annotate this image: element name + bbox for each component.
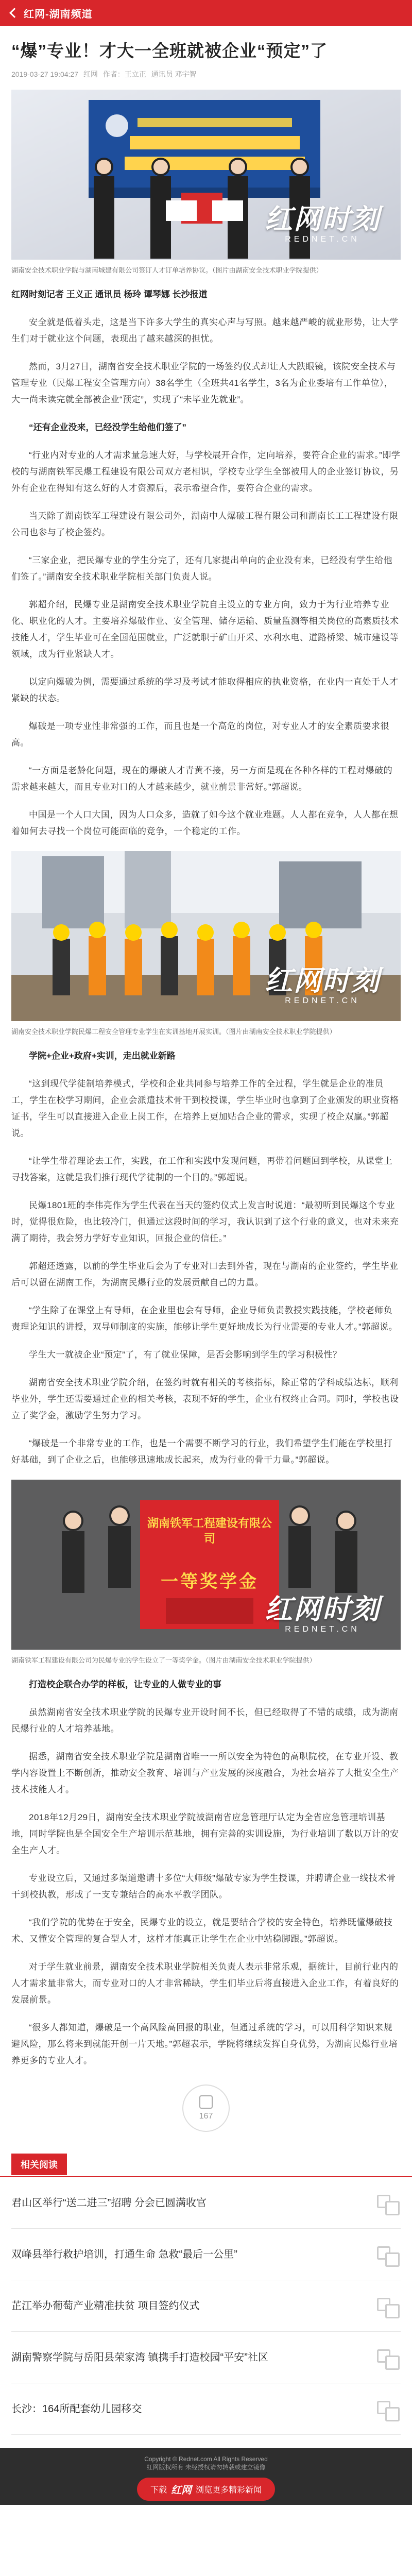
paragraph: 民爆1801班的李伟亮作为学生代表在当天的签约仪式上发言时说道：“最初听到民爆这个专业时，觉得很危险，也比较冷门，但通过这段时间的学习，我认识到了这个行业的意义，也对未来充满了期待，我会努力学好专业知识，回报企业的信任。” [11, 1200, 399, 1243]
related-item-title[interactable]: 双峰县举行救护培训，打通生命 急救“最后一公里” [11, 2248, 237, 2260]
top-bar [0, 0, 412, 26]
watermark-brand: 红网时刻 [265, 204, 380, 235]
paragraph: 中国是一个人口大国，因为人口众多，造就了如今这个就业难题。人人都在竞争，人人都在想着如何去寻找一个岗位可能面临的竞争，一个稳定的工作。 [11, 810, 399, 836]
photo-caption: 湖南安全技术职业学院民爆工程安全管理专业学生在实训基地开展实训。（图片由湖南安全技术职业学院提供） [11, 1028, 336, 1036]
related-list [0, 2177, 412, 2435]
paragraph: 安全就是低着头走，这是当下许多大学生的真实心声与写照。越来越严峻的就业形势，让大学生们对于就业这个问题，表现出了越来越深的担忧。 [11, 317, 399, 344]
watermark-domain: REDNET.CN [285, 996, 360, 1005]
related-header [0, 2153, 412, 2177]
paragraph: “很多人都知道，爆破是一个高风险高回报的职业，但通过系统的学习，可以用科学知识来规避风险，那么将来到就能开创一片天地。”郭超表示，学院将继续发挥自身优势，为湖南民爆行业培养更多的专业人才。 [11, 2023, 398, 2065]
list-item[interactable] [11, 2383, 401, 2435]
watermark-brand: 红网时刻 [265, 965, 380, 996]
paragraph: 专业设立后，又通过多渠道邀请十多位“大师级”爆破专家为学生授课，并聘请企业一线技术骨干到校执教，形成了一支专兼结合的高水平教学团队。 [11, 1873, 396, 1900]
watermark [265, 204, 380, 244]
watermark-brand: 红网时刻 [265, 1594, 380, 1625]
watermark [265, 1594, 380, 1634]
related-item-title[interactable]: 芷江举办葡萄产业精准扶贫 项目签约仪式 [11, 2300, 200, 2312]
footer-copyright: Copyright © Rednet.com All Rights Reserved [144, 2455, 268, 2463]
meta-editor: 通讯员 邓宇智 [151, 70, 197, 78]
paragraph: 爆破是一项专业性非常强的工作，而且也是一个高危的岗位，对专业人才的安全素质要求很高。 [11, 721, 389, 748]
watermark-domain: REDNET.CN [285, 1625, 360, 1634]
related-thumbnail-icon [374, 2190, 401, 2216]
watermark-domain: REDNET.CN [285, 235, 360, 244]
related-label: 相关阅读 [11, 2154, 67, 2175]
like-button[interactable] [182, 2084, 230, 2132]
paragraph: “爆破是一个非常专业的工作，也是一个需要不断学习的行业，我们希望学生们能在学校里打好基础，到了企业之后，也能够迅速地成长起来，成为行业的骨干力量。”郭超说。 [11, 1438, 393, 1465]
paragraph: “这到现代学徒制培养模式，学校和企业共同参与培养工作的全过程，学生就是企业的准员工，学生在校学习期间，企业会派遣技术骨干到校授课，学生毕业时也拿到了企业颁发的职业资格证书，学生可以直接进入企业上岗工作，在培养上更加贴合企业的需求，实现了校企双赢。”郭超说。 [11, 1079, 399, 1138]
related-thumbnail-icon [374, 2396, 401, 2422]
related-thumbnail-icon [374, 2241, 401, 2268]
photo-caption: 湖南安全技术职业学院与湖南城建有限公司签订人才订单培养协议。（图片由湖南安全技术职业学院提供） [11, 266, 323, 274]
paragraph: 2018年12月29日，湖南安全技术职业学院被湖南省应急管理厅认定为全省应急管理培训基地，同时学院也是全国安全生产培训示范基地，拥有完善的实训设施，为行业培训了数以万计的安全生产人才。 [11, 1812, 399, 1855]
article-meta [11, 69, 401, 79]
paragraph: “让学生带着理论去工作，实践，在工作和实践中发现问题，再带着问题回到学校，从课堂上寻找答案，这就是我们推行现代学徒制的一个目的。”郭超说。 [11, 1156, 393, 1182]
list-item[interactable] [11, 2332, 401, 2383]
thumbs-up-icon [199, 2095, 213, 2109]
paragraph: 当天除了湖南铁军工程建设有限公司外，湖南中人爆破工程有限公司和湖南长工工程建设有限公司也参与了校企签约。 [11, 511, 399, 537]
section-subtitle: 打造校企联合办学的样板，让专业的人做专业的事 [29, 1680, 221, 1689]
article-photo-signing[interactable] [11, 90, 401, 260]
list-item[interactable] [11, 2177, 401, 2229]
paragraph: “三家企业，把民爆专业的学生分完了，还有几家提出单向的企业没有来，已经没有学生给他们签了。”湖南安全技术职业学院相关部门负责人说。 [11, 555, 393, 582]
channel-title[interactable]: 红网-湖南频道 [24, 8, 93, 20]
paragraph: “我们学院的优势在于安全，民爆专业的设立，就是要结合学校的安全特色，培养既懂爆破技术、又懂安全管理的复合型人才，这样才能真正让学生在企业中站稳脚跟。”郭超说。 [11, 1918, 393, 1944]
paragraph: “学生除了在课堂上有导师，在企业里也会有导师，企业导师负责教授实践技能，学校老师负责理论知识的讲授，双导师制度的实施，能够让学生更好地成长为行业需要的专业人才。”郭超说。 [11, 1306, 398, 1332]
like-section [11, 2084, 401, 2132]
meta-source: 红网 [83, 70, 98, 78]
paragraph: 据悉，湖南省安全技术职业学院是湖南省唯一一所以安全为特色的高职院校，在专业开设、教学内容设置上不断创新，推动安全教育、培训与产业发展的深度融合，为社会培养了大批安全生产技术技能人才。 [11, 1752, 399, 1794]
paragraph: 以定向爆破为例，需要通过系统的学习及考试才能取得相应的执业资格，在业内一直处于人才紧缺的状态。 [11, 677, 399, 703]
byline-paragraph: 红网时刻记者 王义正 通讯员 杨玲 谭琴娜 长沙报道 [11, 290, 208, 299]
paragraph: 郭超还透露，以前的学生毕业后会为了专业对口去到外省，现在与湖南的企业签约，学生毕业后可以留在湖南工作，为湖南民爆行业的发展贡献自己的力量。 [11, 1261, 399, 1287]
article-photo-training[interactable] [11, 851, 401, 1021]
watermark [265, 965, 380, 1006]
page-footer [0, 2448, 412, 2505]
back-arrow-icon[interactable] [8, 8, 19, 18]
list-item[interactable] [11, 2280, 401, 2332]
paragraph: 郭超介绍，民爆专业是湖南安全技术职业学院自主设立的专业方向，致力于为行业培养专业化、职业化的人才。主要培养爆破作业、安全管理、储存运输、质量监测等相关岗位的高素质技术技能人才，学生毕业可在全国范围就业，广泛就职于矿山开采、水利水电、道路桥梁、城市建设等领域，成为行业紧缺人才。 [11, 600, 399, 659]
banner-company: 湖南铁军工程建设有限公司 [147, 1517, 272, 1545]
related-item-title[interactable]: 湖南警察学院与岳阳县荣家湾 镇携手打造校园“平安”社区 [11, 2351, 268, 2363]
paragraph: 虽然湖南省安全技术职业学院的民爆专业开设时间不长，但已经取得了不错的成绩，成为湖南民爆行业的人才培养基地。 [11, 1707, 399, 1734]
paragraph: 学生大一就被企业“预定”了，有了就业保障，是否会影响到学生的学习积极性？ [29, 1350, 342, 1360]
related-thumbnail-icon [374, 2344, 401, 2371]
related-thumbnail-icon [374, 2293, 401, 2319]
section-subtitle: “还有企业没来，已经没学生给他们签了” [29, 422, 186, 432]
paragraph: 湖南省安全技术职业学院介绍，在签约时就有相关的考核指标，除正常的学科成绩达标，顺利毕业外，学生还需要通过企业的相关考核，表现不好的学生，企业有权终止合同。同时，学校也设立了奖学金，激励学生努力学习。 [11, 1378, 399, 1420]
open-app-prefix: 下载 [150, 2486, 167, 2495]
list-item[interactable] [11, 2229, 401, 2280]
banner-award: 一等奖学金 [161, 1572, 259, 1591]
open-app-brand: 红网 [171, 2485, 192, 2496]
open-app-suffix: 浏览更多精彩新闻 [196, 2486, 262, 2495]
related-item-title[interactable]: 君山区举行“送二进三”招聘 分会已圆满收官 [11, 2197, 207, 2209]
article [0, 39, 412, 2132]
article-title: “爆”专业！才大一全班就被企业“预定”了 [11, 41, 328, 60]
article-photo-scholarship[interactable] [11, 1480, 401, 1650]
meta-author: 作者：王立正 [102, 70, 146, 78]
paragraph: 对于学生就业前景，湖南安全技术职业学院相关负责人表示非常乐观，据统计，目前行业内的人才需求量非常大，而专业对口的人才非常稀缺，学生们毕业后将直接进入企业工作，有着良好的发展前景。 [11, 1962, 399, 2005]
paragraph: “行业内对专业的人才需求量急速大好，与学校展开合作，定向培养，要符合企业的需求。”即学校的与湖南铁军民爆工程建设有限公司双方老相识，学校专业学生全部被用人的企业签订协议，另外有企业在得知有这么好的人才资源后，表示希望合作，要符合企业的需求。 [11, 450, 401, 493]
open-app-button[interactable] [137, 2478, 275, 2501]
related-item-title[interactable]: 长沙：164所配套幼儿园移交 [11, 2403, 142, 2415]
like-count: 167 [199, 2112, 213, 2121]
photo-caption: 湖南铁军工程建设有限公司为民爆专业的学生设立了一等奖学金。（图片由湖南安全技术职业学院提供） [11, 1656, 316, 1664]
footer-notice: 红网版权所有 未经授权请勿转载或建立镜像 [146, 2464, 266, 2471]
section-subtitle: 学院+企业+政府+实训，走出就业新路 [29, 1051, 176, 1061]
meta-datetime: 2019-03-27 19:04:27 [11, 70, 78, 78]
paragraph: “一方面是老龄化问题，现在的爆破人才青黄不接，另一方面是现在各种各样的工程对爆破的需求越来越大，而且专业对口的人才越来越少，就业前景非常好。”郭超说。 [11, 766, 393, 792]
paragraph: 然而，3月27日，湖南省安全技术职业学院的一场签约仪式却让人大跌眼镜，该院安全技术与管理专业（民爆工程安全管理方向）38名学生（全班共41名学生，3名为企业委培有工作单位），大一尚未读完就全部被企业“预定”，实现了“未毕业先就业”。 [11, 362, 396, 404]
